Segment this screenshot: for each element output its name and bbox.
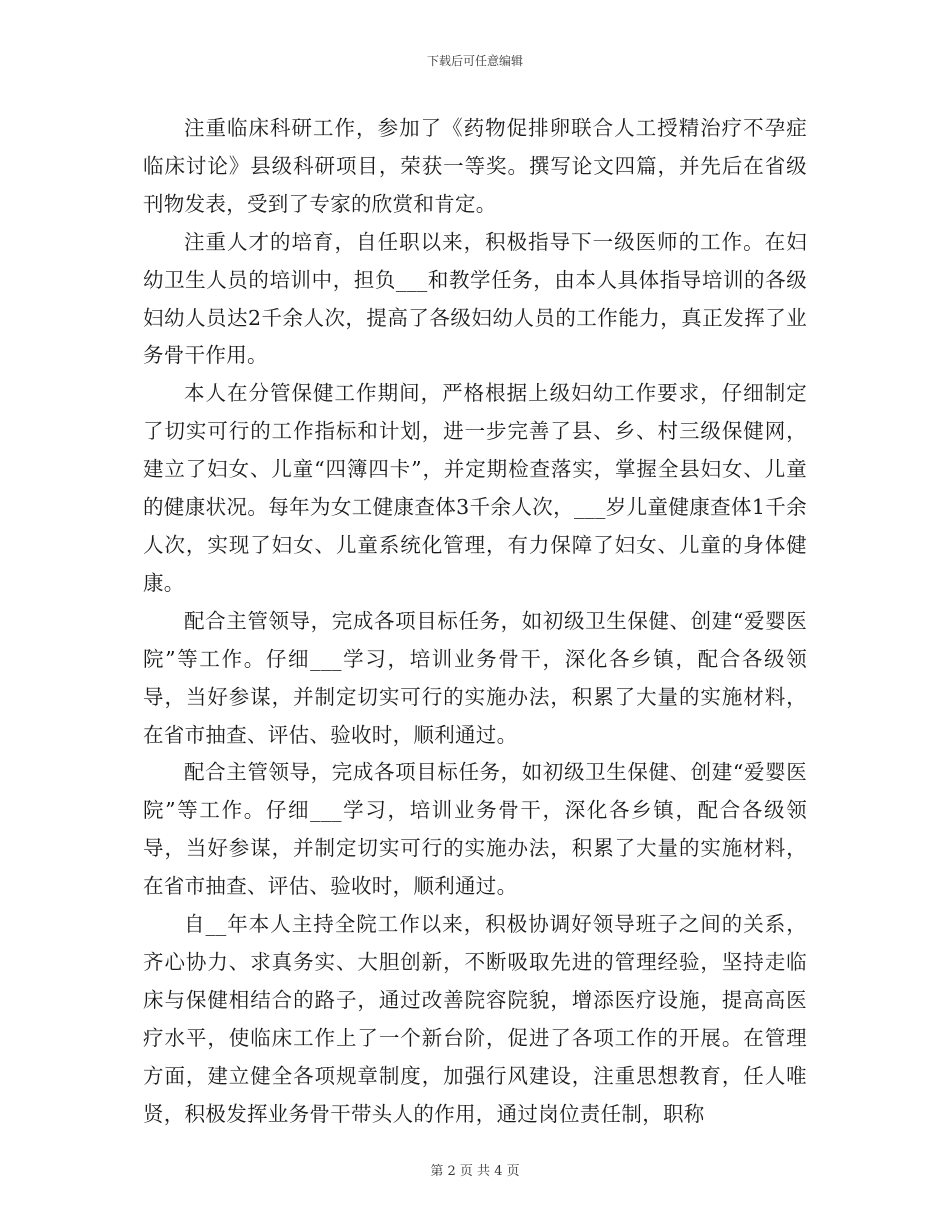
paragraph-targets-repeat: 配合主管领导，完成各项目标任务，如初级卫生保健、创建“爱婴医院”等工作。仔细___学习，培训业务骨干，深化各乡镇，配合各级领导，当好参谋，并制定切实可行的实施办法，积累了大量的实施材料，在省市抽查、评估、验收时，顺利通过。: [143, 760, 807, 899]
paragraph-research: 注重临床科研工作，参加了《药物促排卵联合人工授精治疗不孕症临床讨论》县级科研项目，荣获一等奖。撰写论文四篇，并先后在省级刊物发表，受到了专家的欣赏和肯定。: [143, 116, 807, 216]
paragraph-targets: 配合主管领导，完成各项目标任务，如初级卫生保健、创建“爱婴医院”等工作。仔细___学习，培训业务骨干，深化各乡镇，配合各级领导，当好参谋，并制定切实可行的实施办法，积累了大量的实施材料，在省市抽查、评估、验收时，顺利通过。: [143, 608, 807, 747]
paragraph-management: 自__年本人主持全院工作以来，积极协调好领导班子之间的关系，齐心协力、求真务实、大胆创新，不断吸取先进的管理经验，坚持走临床与保健相结合的路子，通过改善院容院貌，增添医疗设施，提高高医疗水平，使临床工作上了一个新台阶，促进了各项工作的开展。在管理方面，建立健全各项规章制度，加强行风建设，注重思想教育，任人唯贤，积极发挥业务骨干带头人的作用，通过岗位责任制，职称: [143, 912, 807, 1126]
paragraph-healthcare: 本人在分管保健工作期间，严格根据上级妇幼工作要求，仔细制定了切实可行的工作指标和计划，进一步完善了县、乡、村三级保健网，建立了妇女、儿童“四簿四卡”，并定期检查落实，掌握全县妇女、儿童的健康状况。每年为女工健康查体3千余人次，___岁儿童健康查体1千余人次，实现了妇女、儿童系统化管理，有力保障了妇女、儿童的身体健康。: [143, 381, 807, 595]
page-header-note: 下载后可任意编辑: [426, 54, 523, 68]
page-number: 第 2 页 共 4 页: [430, 1164, 520, 1179]
document-body: [143, 110, 807, 1133]
paragraph-training: 注重人才的培育，自任职以来，积极指导下一级医师的工作。在妇幼卫生人员的培训中，担负___和教学任务，由本人具体指导培训的各级妇幼人员达2千余人次，提高了各级妇幼人员的工作能力，真正发挥了业务骨干作用。: [143, 229, 807, 368]
